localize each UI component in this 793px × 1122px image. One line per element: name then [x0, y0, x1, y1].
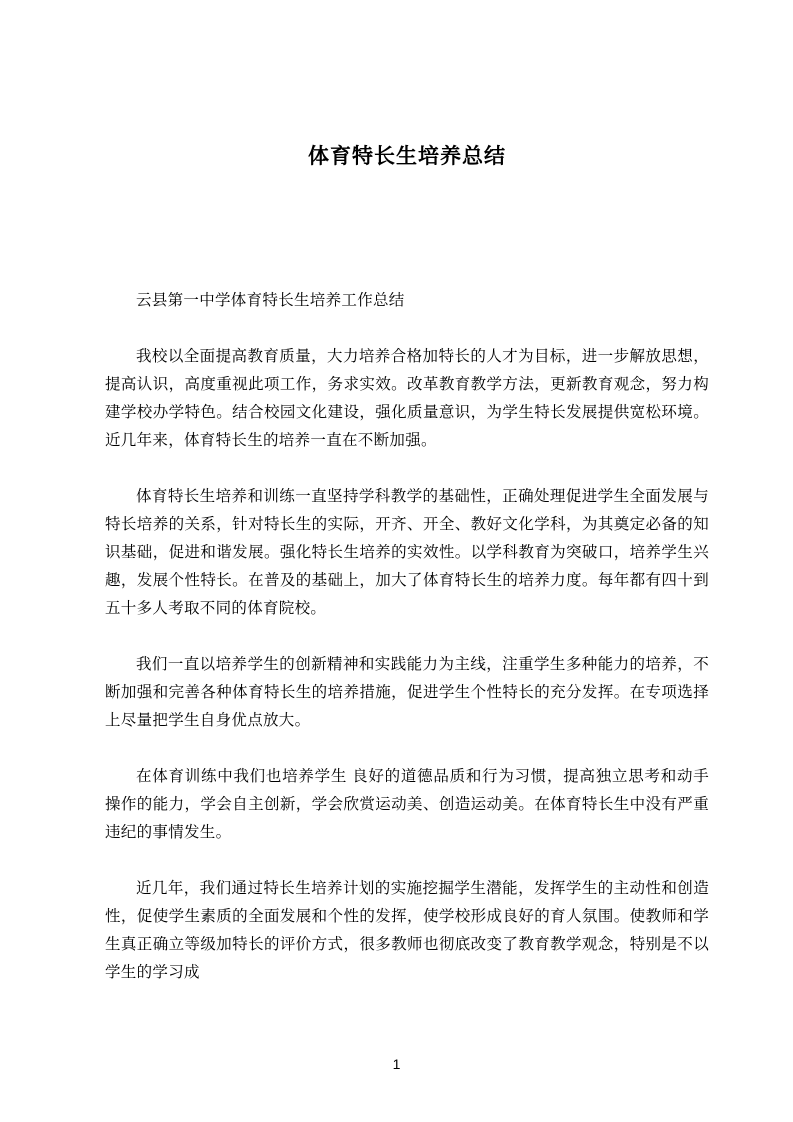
paragraph: 我们一直以培养学生的创新精神和实践能力为主线，注重学生多种能力的培养，不断加强和完善各种体育特长生的培养措施，促进学生个性特长的充分发挥。在专项选择上尽量把学生自身优点放大。 — [105, 656, 709, 729]
document-subtitle: 云县第一中学体育特长生培养工作总结 — [136, 292, 405, 309]
paragraph: 我校以全面提高教育质量，大力培养合格加特长的人才为目标，进一步解放思想，提高认识，高度重视此项工作，务求实效。改革教育教学方法，更新教育观念，努力构建学校办学特色。结合校园文化建设，强化质量意识，为学生特长发展提供宽松环境。近几年来，体育特长生的培养一直在不断加强。 — [105, 348, 709, 449]
paragraph: 体育特长生培养和训练一直坚持学科教学的基础性，正确处理促进学生全面发展与特长培养的关系，针对特长生的实际，开齐、开全、教好文化学科，为其奠定必备的知识基础，促进和谐发展。强化特长生培养的实效性。以学科教育为突破口，培养学生兴趣，发展个性特长。在普及的基础上，加大了体育特长生的培养力度。每年都有四十到五十多人考取不同的体育院校。 — [105, 488, 709, 617]
document-title: 体育特长生培养总结 — [308, 145, 506, 168]
paragraph: 近几年，我们通过特长生培养计划的实施挖掘学生潜能，发挥学生的主动性和创造性，促使学生素质的全面发展和个性的发挥，使学校形成良好的育人氛围。使教师和学生真正确立等级加特长的评价方式，很多教师也彻底改变了教育教学观念，特别是不以学生的学习成 — [105, 880, 709, 981]
paragraph: 在体育训练中我们也培养学生 良好的道德品质和行为习惯，提高独立思考和动手操作的能力，学会自主创新，学会欣赏运动美、创造运动美。在体育特长生中没有严重违纪的事情发生。 — [105, 768, 709, 841]
page-number: 1 — [392, 1056, 401, 1072]
document-body — [105, 287, 709, 987]
